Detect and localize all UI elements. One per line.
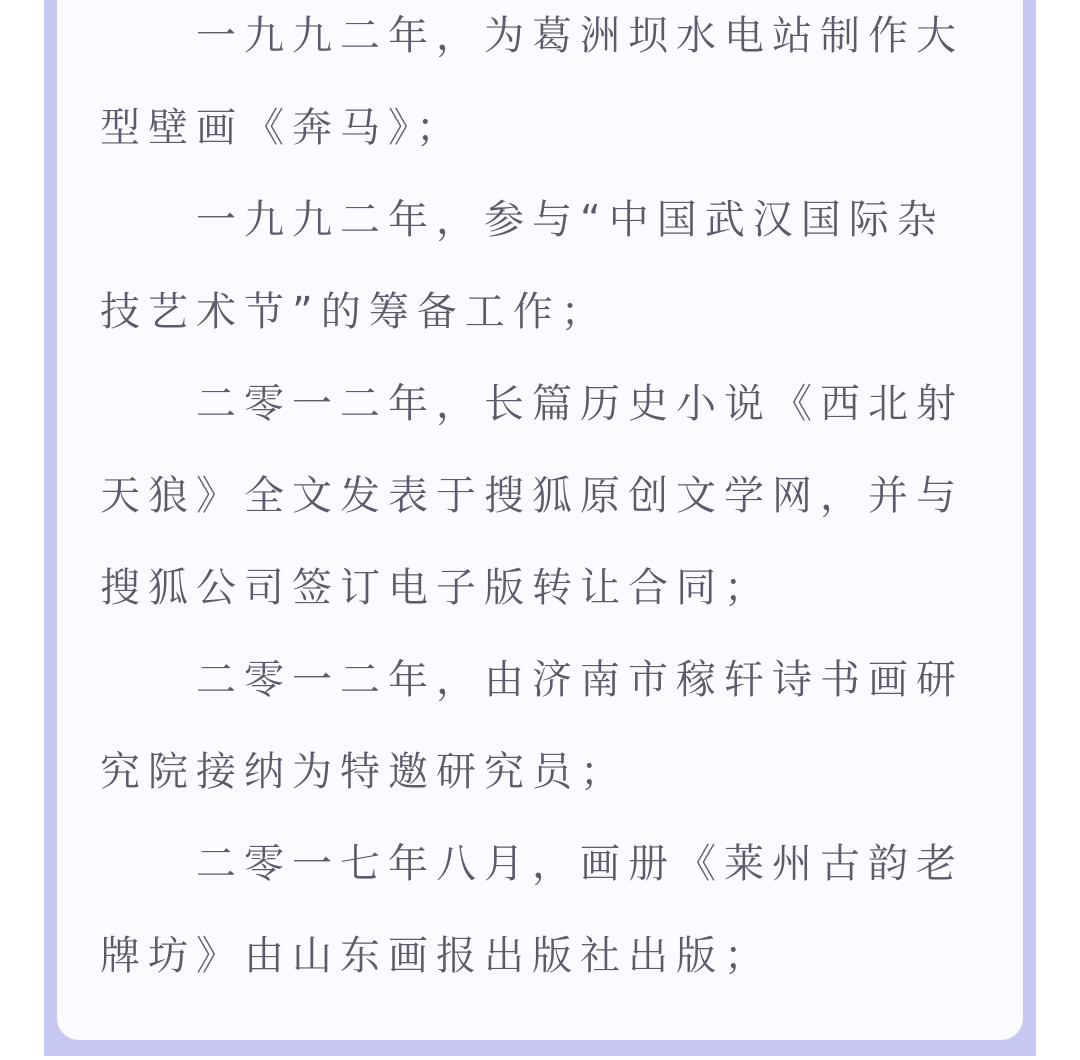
paragraph-2017-album: 二零一七年八月，画册《莱州古韵老牌坊》由山东画报出版社出版； bbox=[100, 841, 964, 979]
article-body bbox=[100, 0, 980, 1002]
paragraph-2012-novel: 二零一二年，长篇历史小说《西北射天狼》全文发表于搜狐原创文学网，并与搜狐公司签订电子版转让合同； bbox=[100, 381, 964, 611]
paragraph-2012-researcher: 二零一二年，由济南市稼轩诗书画研究院接纳为特邀研究员； bbox=[100, 657, 964, 795]
paragraph-1992-mural: 一九九二年，为葛洲坝水电站制作大型壁画《奔马》； bbox=[100, 13, 964, 151]
paragraph-1992-acrobatics-festival: 一九九二年，参与“中国武汉国际杂技艺术节”的筹备工作； bbox=[100, 197, 945, 335]
